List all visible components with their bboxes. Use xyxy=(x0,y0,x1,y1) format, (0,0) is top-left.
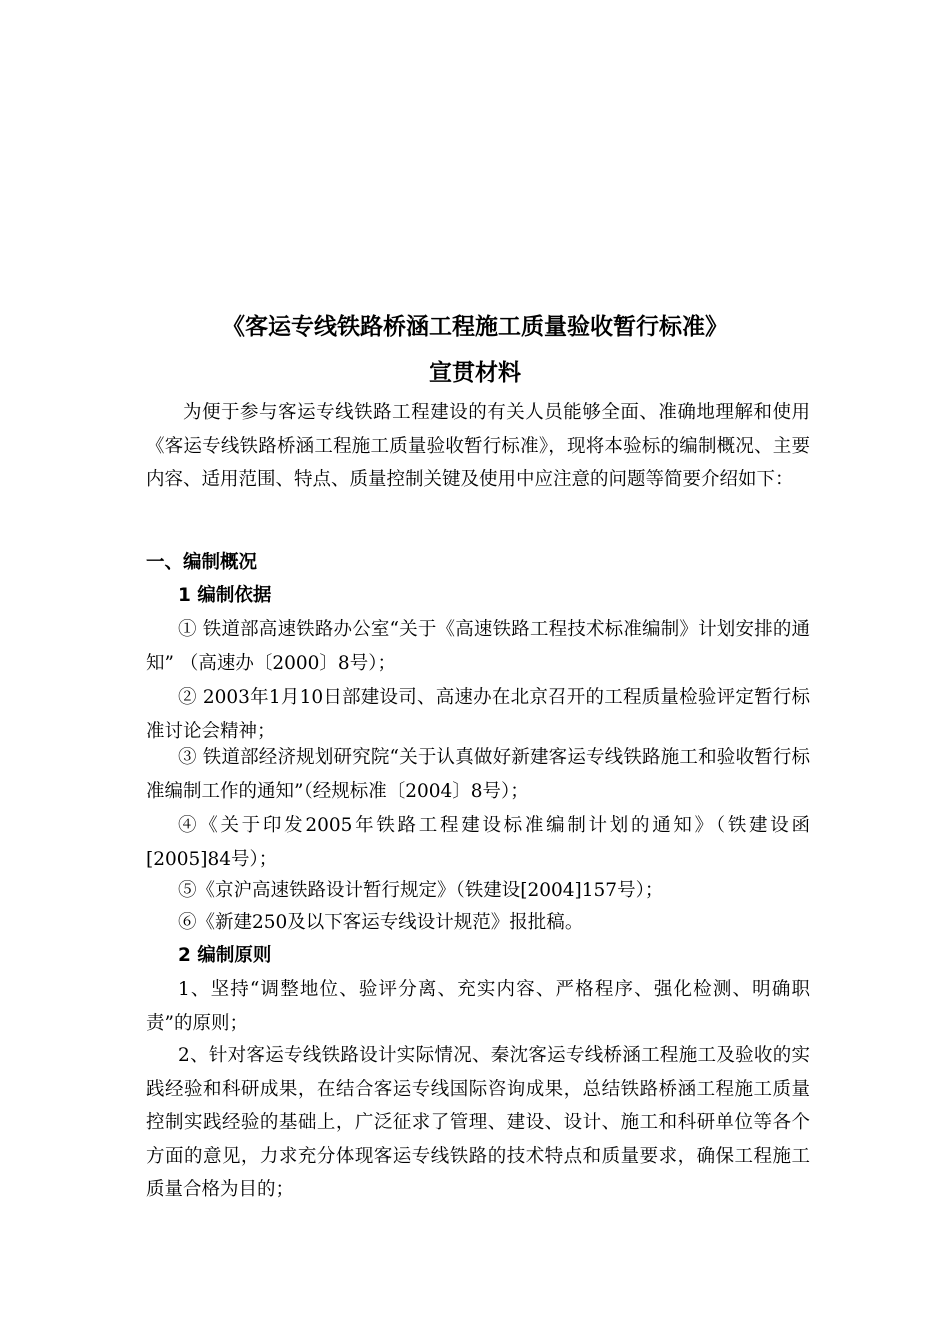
subsection-heading-basis: 1 编制依据 xyxy=(178,585,272,606)
basis-item: ⑥《新建250及以下客运专线设计规范》报批稿。 xyxy=(178,912,584,933)
basis-item: ④《关于印发2005年铁路工程建设标准编制计划的通知》（铁建设函[2005]84号）； xyxy=(146,815,810,870)
basis-item: ① 铁道部高速铁路办公室“关于《高速铁路工程技术标准编制》计划安排的通知” （高速办〔2000〕8号）； xyxy=(146,619,810,674)
subsection-heading-principles: 2 编制原则 xyxy=(178,945,272,966)
basis-item: ⑤《京沪高速铁路设计暂行规定》（铁建设[2004]157号）； xyxy=(178,880,664,901)
basis-item: ② 2003年1月10日部建设司、高速办在北京召开的工程质量检验评定暂行标准讨论会精神； xyxy=(146,687,810,742)
section-heading-overview: 一、编制概况 xyxy=(146,552,258,573)
intro-paragraph: 为便于参与客运专线铁路工程建设的有关人员能够全面、准确地理解和使用《客运专线铁路桥涵工程施工质量验收暂行标准》，现将本验标的编制概况、主要内容、适用范围、特点、质量控制关键及使用中应注意的问题等简要介绍如下： xyxy=(146,402,810,490)
document-subtitle: 宣贯材料 xyxy=(429,360,521,386)
principle-item: 2、针对客运专线铁路设计实际情况、秦沈客运专线桥涵工程施工及验收的实践经验和科研成果，在结合客运专线国际咨询成果，总结铁路桥涵工程施工质量控制实践经验的基础上，广泛征求了管理、建设、设计、施工和科研单位等各个方面的意见，力求充分体现客运专线铁路的技术特点和质量要求，确保工程施工质量合格为目的； xyxy=(146,1045,810,1200)
basis-item: ③ 铁道部经济规划研究院“关于认真做好新建客运专线铁路施工和验收暂行标准编制工作的通知”（经规标准〔2004〕8号）； xyxy=(146,747,810,802)
principle-item: 1、坚持“调整地位、验评分离、充实内容、严格程序、强化检测、明确职责”的原则； xyxy=(146,979,810,1034)
document-title: 《客运专线铁路桥涵工程施工质量验收暂行标准》 xyxy=(222,314,728,340)
